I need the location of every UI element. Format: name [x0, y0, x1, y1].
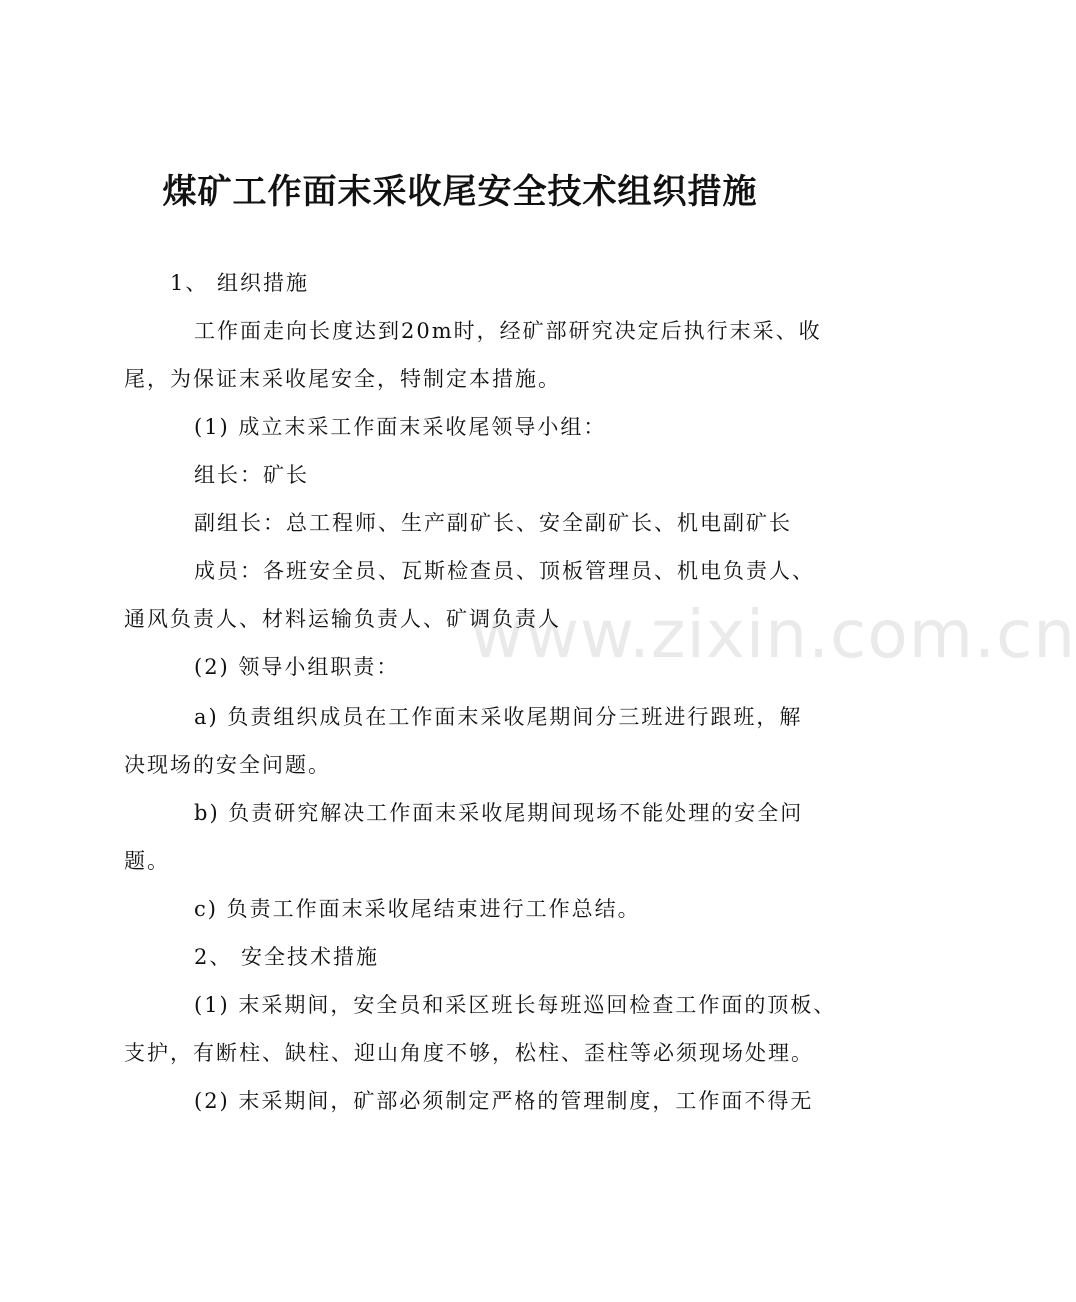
section-heading-organization: 1、 组织措施 — [170, 271, 310, 295]
paragraph-line: 工作面走向长度达到20m时，经矿部研究决定后执行末采、收 — [194, 319, 822, 343]
paragraph-line: 题。 — [124, 849, 170, 873]
watermark: www.zixin.com.cn — [470, 596, 1076, 673]
paragraph-line: (2) 领导小组职责： — [194, 655, 400, 679]
paragraph-line: (2) 末采期间，矿部必须制定严格的管理制度，工作面不得无 — [194, 1089, 814, 1113]
paragraph-line: 尾，为保证末采收尾安全，特制定本措施。 — [124, 367, 561, 391]
document-title: 煤矿工作面末采收尾安全技术组织措施 — [162, 172, 758, 212]
paragraph-line: 通风负责人、材料运输负责人、矿调负责人 — [124, 607, 561, 631]
paragraph-line: c) 负责工作面末采收尾结束进行工作总结。 — [194, 897, 641, 921]
paragraph-line: (1) 成立末采工作面末采收尾领导小组： — [194, 415, 607, 439]
paragraph-line: 副组长：总工程师、生产副矿长、安全副矿长、机电副矿长 — [194, 511, 792, 535]
section-heading-safety: 2、 安全技术措施 — [194, 945, 380, 969]
paragraph-line: 支护，有断柱、缺柱、迎山角度不够，松柱、歪柱等必须现场处理。 — [124, 1041, 814, 1065]
paragraph-line: 成员：各班安全员、瓦斯检查员、顶板管理员、机电负责人、 — [194, 559, 815, 583]
paragraph-line: 决现场的安全问题。 — [124, 753, 331, 777]
paragraph-line: (1) 末采期间，安全员和采区班长每班巡回检查工作面的顶板、 — [194, 993, 837, 1017]
paragraph-line: 组长：矿长 — [194, 463, 309, 487]
paragraph-line: b) 负责研究解决工作面末采收尾期间现场不能处理的安全问 — [194, 801, 804, 825]
paragraph-line: a) 负责组织成员在工作面末采收尾期间分三班进行跟班，解 — [194, 705, 803, 729]
